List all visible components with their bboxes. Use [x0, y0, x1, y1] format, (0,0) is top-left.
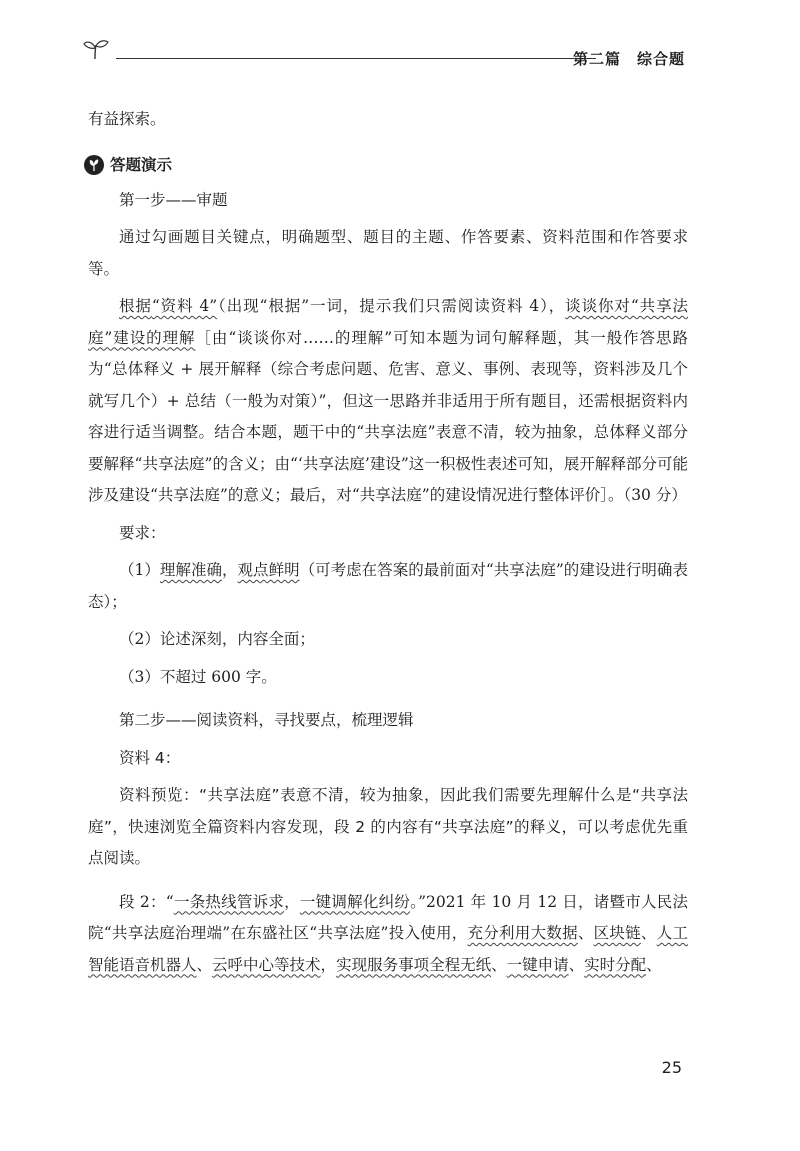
question-paragraph	[88, 291, 688, 512]
para2-text: 、	[568, 955, 585, 974]
para2-keyword: 实现服务事项全程无纸	[336, 955, 492, 974]
page-number: 25	[661, 1058, 682, 1077]
requirement-1-note: （可考虑在答案的最前面对“共享法庭”的建设进行明确表态）；	[88, 561, 688, 611]
para2-text: 、	[491, 955, 507, 974]
header-rule	[116, 58, 596, 59]
para2-keyword: 人工智能语音机器人	[88, 924, 688, 974]
para2-text: 。”2021 年 10 月 12 日，诸暨市人民法院“共享法庭治理端”在东盛社区“共享法庭”投入使用，	[88, 892, 688, 942]
para2-keyword: 区块链	[593, 924, 641, 942]
section-heading-text: 答题演示	[110, 155, 173, 174]
keyword-genju: 根据	[119, 297, 152, 315]
page-content	[88, 104, 688, 981]
requirement-1	[88, 555, 688, 618]
para2-text: 段 2：“	[119, 892, 174, 911]
para2-text: 、	[646, 955, 662, 974]
para2-text: 、	[577, 924, 594, 942]
step1-title: 第一步——审题	[119, 190, 228, 209]
para2-keyword: 一条热线管诉求	[173, 892, 285, 911]
keyword-accurate: 理解准确	[159, 561, 222, 579]
para2-keyword: 实时分配	[584, 955, 647, 974]
para2-keyword: 一键调解化纠纷	[299, 892, 411, 911]
comma: ，	[222, 561, 238, 579]
para2-text: 、	[640, 924, 657, 942]
question-note: （出现“根据”一词，提示我们只需阅读资料 4），	[217, 297, 566, 315]
sprout-icon	[82, 38, 110, 64]
keyword-material: “资料 4”	[151, 297, 218, 315]
intro-text: 有益探索。	[88, 110, 166, 128]
keyword-clear-view: 观点鲜明	[237, 561, 300, 579]
step1-paragraph: 通过勾画题目关键点，明确题型、题目的主题、作答要素、资料范围和作答要求等。	[88, 228, 688, 278]
requirement-1-num: （1）	[119, 561, 160, 579]
requirement-2: （2）论述深刻，内容全面；	[119, 630, 315, 648]
question-analysis: ［由“谈谈你对……的理解”可知本题为词句解释题，其一般作答思路为“总体释义 + 展开解释（综合考虑问题、危害、意义、事例、表现等，资料涉及几个就写几个）+ 总结（一般为对策）”，但这一思路并非适用于所有题目，还需根据资料内容进行适当调整。结合本题，题干中的“共享法庭”表意不清，较为抽象，总体释义部分要解释“共享法庭”的含义；由“‘共享法庭’建设”这一积极性表述可知，展开解释部分可能涉及建设“共享法庭”的意义；最后，对“共享法庭”的建设情况进行整体评价］。（30 分）	[88, 328, 688, 504]
leaf-badge-icon	[84, 155, 104, 175]
keyword-question: 谈谈你对“共享法庭”建设的理解	[88, 297, 688, 347]
page-header	[80, 36, 685, 76]
para2-text: ，	[284, 892, 300, 911]
para2-keyword: 云呼中心等技术	[212, 955, 321, 974]
paragraph-2	[88, 887, 688, 982]
para2-text: ，	[320, 955, 337, 974]
para2-keyword: 一键申请	[506, 955, 569, 974]
para2-text: 、	[196, 955, 213, 974]
step2-title: 第二步——阅读资料，寻找要点，梳理逻辑	[119, 711, 414, 729]
chapter-title: 第二篇 综合题	[572, 50, 685, 68]
material-preview: 资料预览：“共享法庭”表意不清，较为抽象，因此我们需要先理解什么是“共享法庭”，快速浏览全篇资料内容发现，段 2 的内容有“共享法庭”的释义，可以考虑优先重点阅读。	[88, 786, 688, 867]
material-label: 资料 4：	[119, 748, 181, 767]
para2-keyword: 充分利用大数据	[467, 924, 578, 942]
section-heading	[84, 150, 688, 181]
requirements-title: 要求：	[119, 523, 166, 542]
requirement-3: （3）不超过 600 字。	[119, 667, 277, 686]
